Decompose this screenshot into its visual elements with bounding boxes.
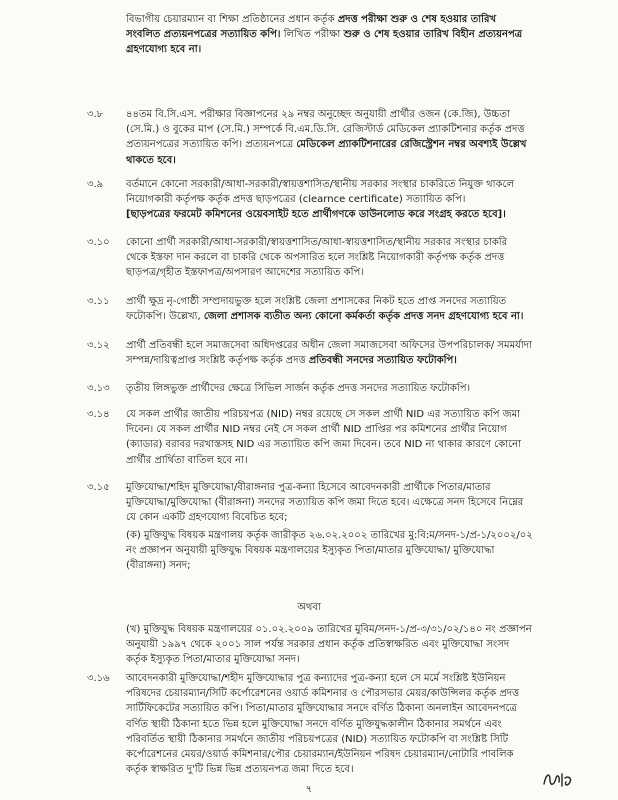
item-text: বর্তমানে কোনো সরকারী/আধা-সরকারী/স্বায়ত্তশাসিত/স্থানীয় সরকার সংস্থার চাকরিতে নিযুক্ত থাকলে [126, 179, 515, 190]
item-text: কর্পোরেশনের মেয়র/ওয়ার্ড কমিশনার/পৌর চেয়ারম্যান/ইউনিয়ন পরিষদ চেয়ারম্যান/নোটারি পাবলিক [126, 749, 514, 761]
item-text: নিয়োগকারী কর্তৃপক্ষ কর্তৃক প্রদত্ত ছাড়পত্রের (clearnce certificate) সত্যায়িত কপি। [126, 194, 466, 206]
item-text: ফটোকপি। উল্লেখ্য, [126, 311, 204, 323]
item-bold-text: জেলা প্রশাসক ব্যতীত অন্য কোনো কর্মকর্তা কর্তৃক প্রদত্ত সনদ গ্রহণযোগ্য হবে না। [203, 311, 524, 323]
intro-text: বিভাগীয় চেয়ারম্যান বা শিক্ষা প্রতিষ্ঠানের প্রধান কর্তৃক [126, 14, 338, 25]
item-text: ৪৪তম বি.সি.এস. পরীক্ষার বিজ্ঞাপনের ২৯ নম্বর অনুচ্ছেদ অনুযায়ী প্রার্থীর ওজন (কে.জি), উচ্চতা [126, 109, 510, 120]
item-text: প্রার্থী ক্ষুদ্র নৃ-গোষ্ঠী সম্প্রদায়ভুক্ত হলে সংশ্লিষ্ট জেলা প্রশাসকের নিকট হতে প্রাপ্ত সনদের সত্যায়িত [126, 296, 507, 307]
item-text: প্রত্যয়নপত্রের সত্যায়িত কপি। প্রত্যয়নপত্রে [126, 139, 297, 151]
item-bold-text: [ছাড়পত্রের ফরমেট কমিশনের ওয়েবসাইট হতে প্রার্থীগণকে ডাউনলোড করে সংগ্রহ করতে হবে]। [126, 209, 506, 221]
sub-item-ka: নং প্রজ্ঞাপন অনুযায়ী মুক্তিযুদ্ধ বিষয়ক মন্ত্রণালয়ের ইস্যুকৃত পিতা/মাতার মুক্তিযোদ্ধা/ মুক্তিযোদ্ধা [126, 544, 495, 556]
item-text: ছাড়পত্র/গৃহীত ইস্তফাপত্র/অপসারণ আদেশের সত্যায়িত কপি। [126, 267, 364, 279]
item-3-14 [126, 407, 596, 468]
intro-bold-text: প্রদত্ত পরীক্ষা শুরু ও শেষ হওয়ার তারিখ [337, 14, 497, 25]
item-text: (সে.মি.) ও বুকের মাপ (সে.মি.) সম্পর্কে বি.এম.ডি.সি. রেজিস্টার্ড মেডিকেল প্র্যাকটিশনার কর্তৃক প্রদত্ত [126, 124, 525, 136]
item-text: পরিষদের চেয়ারম্যান/সিটি কর্পোরেশনের ওয়ার্ড কমিশনার ও পৌরসভার মেয়র/কাউন্সিলর কর্তৃক প্রদত্ত [126, 688, 520, 700]
sub-item-kha-text: অনুযায়ী ১৯৯৭ থেকে ২০০১ সাল পর্যন্ত সরকার প্রধান কর্তৃক প্রতিস্বাক্ষরিত এবং মুক্তিযোদ্ধা সংসদ [126, 639, 510, 651]
item-text: যে সকল প্রার্থীর জাতীয় পরিচয়পত্র (NID) নম্বর রয়েছে সে সকল প্রার্থী NID এর সত্যায়িত কপি জমা [126, 409, 521, 420]
item-3-12 [126, 338, 596, 368]
item-number: ৩.১৪ [87, 409, 110, 420]
sub-item-ka: (ক) মুক্তিযুদ্ধ বিষয়ক মন্ত্রণালয় কর্তৃক জারীকৃত ২৬.০২.২০০২ তারিখের মু:বি:ম/সনদ-১/প্র-১/২০০২/০২ [126, 529, 533, 541]
item-3-16 [126, 671, 596, 777]
intro-bold-text: সংবলিত প্রত্যয়নপত্রের সত্যায়িত কপি। [126, 29, 281, 41]
item-text: থেকে ইস্তফা দান করলে বা চাকরি থেকে অপসারিত হলে সংশ্লিষ্ট নিয়োগকারী কর্তৃপক্ষ কর্তৃক প্রদত্ত [126, 252, 505, 264]
or-separator: অথবা [297, 602, 321, 613]
item-text: প্রার্থী প্রতিবন্ধী হলে সমাজসেবা অধিদপ্তরের অধীন জেলা সমাজসেবা অফিসের উপপরিচালক/ সমমর্যাদা [126, 340, 532, 351]
item-3-8 [126, 107, 596, 168]
item-text: সার্টিফিকেটের সত্যায়িত কপি। পিতা/মাতার মুক্তিযোদ্ধার সনদে বর্ণিত ঠিকানা অনলাইন আবেদনপত্রে [126, 703, 517, 715]
item-text: তৃতীয় লিঙ্গভুক্ত প্রার্থীদের ক্ষেত্রে সিভিল সার্জন কর্তৃক প্রদত্ত সনদের সত্যায়িত ফটোকপি। [126, 383, 471, 394]
item-text: পরিবর্তিত স্থায়ী ঠিকানার সমর্থনে জাতীয় পরিচয়পত্রের (NID) সত্যায়িত ফটোকপি বা সংশ্লিষ্ট সিটি [126, 733, 509, 745]
intro-paragraph [126, 12, 596, 58]
intro-bold-text: শুরু ও শেষ হওয়ার তারিখ বিহীন প্রত্যয়নপত্র [343, 29, 523, 41]
item-text: কোনো প্রার্থী সরকারী/আধা-সরকারী/স্বায়ত্তশাসিত/আধা-স্বায়ত্তশাসিত/স্থানীয় সরকার সংস্থার চাকরি [126, 237, 508, 248]
item-number: ৩.১১ [87, 296, 110, 307]
item-bold-text: থাকতে হবে। [126, 154, 176, 166]
item-number: ৩.১৩ [87, 383, 110, 394]
item-text: বর্ণিত স্থায়ী ঠিকানা হতে ভিন্ন হলে মুক্তিযোদ্ধা সনদে বর্ণিত মুক্তিযুদ্ধকালীন ঠিকানার সমর্থনে এবং [126, 718, 502, 730]
intro-bold-text: গ্রহণযোগ্য হবে না। [126, 44, 202, 56]
sub-item-ka: (বীরাঙ্গনা) সনদ; [126, 560, 191, 572]
item-text: যে কোন একটি গ্রহণযোগ্য বিবেচিত হবে; [126, 512, 288, 524]
sub-item-kha [126, 622, 596, 668]
item-number: ৩.১২ [87, 340, 110, 351]
item-text: মুক্তিযোদ্ধা/মুক্তিযোদ্ধা (বীরাঙ্গনা) সনদের সত্যায়িত কপি জমা দিতে হবে। এক্ষেত্রে সনদ হিসেবে নিম্নের [126, 497, 524, 509]
item-number: ৩.১৬ [87, 673, 110, 684]
intro-text: লিখিত পরীক্ষা [280, 29, 344, 41]
item-3-9 [126, 177, 596, 223]
item-text: প্রার্থীর প্রার্থিতা বাতিল হবে না। [126, 454, 248, 466]
item-number: ৩.১৫ [87, 482, 110, 493]
item-text: আবেদনকারী মুক্তিযোদ্ধা/শহীদ মুক্তিযোদ্ধার পুত্র কন্যাদের পুত্র-কন্যা হলে সে মর্মে সংশ্লিষ্ট ইউনিয়ন [126, 673, 506, 684]
item-3-10 [126, 235, 596, 281]
item-number: ৩.৯ [87, 179, 104, 190]
item-bold-text: প্রতিবন্ধী সনদের সত্যায়িত ফটোকপি। [308, 355, 457, 367]
sub-item-kha-text: কর্তৃক ইস্যুকৃত পিতা/মাতার মুক্তিযোদ্ধা সনদ। [126, 654, 300, 666]
item-3-11 [126, 294, 596, 324]
page-number: ৭ [305, 784, 313, 795]
item-number: ৩.১০ [87, 237, 110, 248]
item-text: সম্পন্ন/দায়িত্বপ্রাপ্ত সংশ্লিষ্ট কর্তৃপক্ষ কর্তৃক প্রদত্ত [126, 355, 309, 367]
item-text: কর্তৃক স্বাক্ষরিত দু'টি ভিন্ন ভিন্ন প্রত্যয়নপত্র জমা দিতে হবে। [126, 764, 354, 776]
item-text: দিবেন। যে সকল প্রার্থীর NID নম্বর নেই সে সকল প্রার্থী NID প্রাপ্তির পর কমিশনের প্রার্থীর নিয়োগ [126, 424, 507, 436]
item-3-15 [126, 480, 596, 573]
item-3-13 [126, 381, 596, 396]
item-text: (ক্যাডার) বরাবর দরখাস্তসহ NID এর সত্যায়িত কপি জমা দিবেন। তবে NID না থাকার কারণে কোনো [126, 439, 522, 451]
item-text: মুক্তিযোদ্ধা/শহিদ মুক্তিযোদ্ধা/বীরাঙ্গনার পুত্র-কন্যা হিসেবে আবেদনকারী প্রার্থীকে পিতার/মাতার [126, 482, 491, 493]
item-bold-text: মেডিকেল প্র্যাকটিশনারের রেজিস্ট্রেশন নম্বর অবশ্যই উল্লেখ [296, 139, 527, 151]
sub-item-kha-text: (খ) মুক্তিযুদ্ধ বিষয়ক মন্ত্রণালয়ের ০১.০২.২০০৯ তারিখের মুবিম/সনদ-১/প্র-৩/৩১/০২/১৪০ নং প্রজ্ঞাপন [126, 624, 532, 635]
item-number: ৩.৮ [87, 109, 104, 120]
